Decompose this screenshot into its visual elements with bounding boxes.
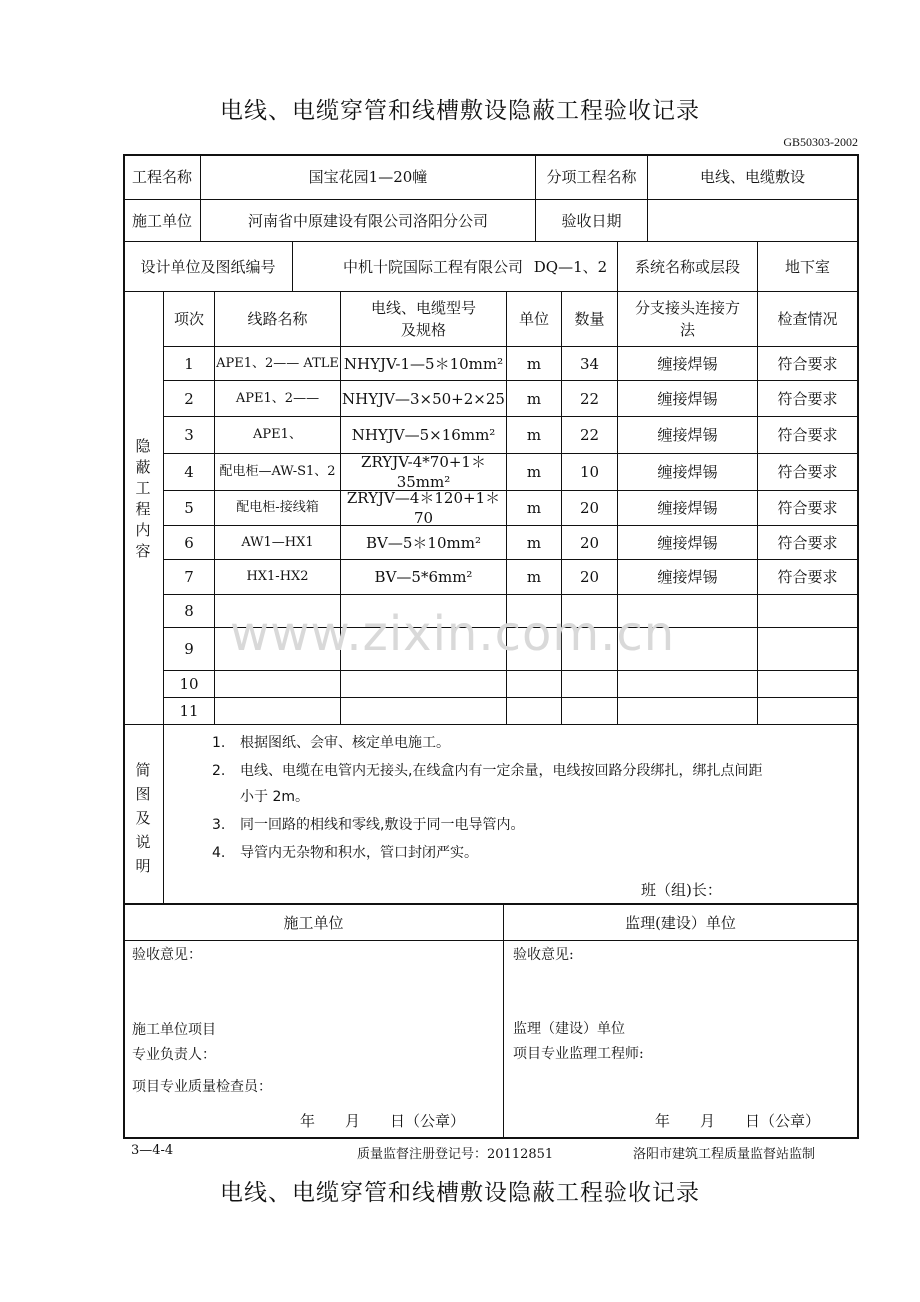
cell-no: 8 xyxy=(184,602,194,620)
cell-model: NHYJV—5×16mm² xyxy=(351,426,496,444)
contractor-value: 河南省中原建设有限公司洛阳分公司 xyxy=(247,211,488,230)
cell-qty: 10 xyxy=(579,463,600,481)
cell-method xyxy=(618,671,757,697)
cell-check: 符合要求 xyxy=(777,568,838,586)
cell-model: ZRYJV-4*70+1＊35mm² xyxy=(361,454,486,490)
notes-list xyxy=(212,732,857,864)
acceptance-date-label: 验收日期 xyxy=(561,211,622,230)
cell-model: BV—5*6mm² xyxy=(374,568,473,586)
cell-line: HX1-HX2 xyxy=(246,569,309,584)
repeat-title: 电线、电缆穿管和线槽敷设隐蔽工程验收记录 xyxy=(220,1180,700,1206)
cell-check xyxy=(758,595,857,627)
cell-qty: 34 xyxy=(579,354,600,373)
cell-method: 缠接焊锡 xyxy=(657,426,718,444)
cell-unit xyxy=(507,671,561,697)
quality-inspector-label: 项目专业质量检查员： xyxy=(132,1079,272,1095)
document-title: 电线、电缆穿管和线槽敷设隐蔽工程验收记录 xyxy=(220,98,700,124)
system-value: 地下室 xyxy=(784,257,830,276)
col-header-model: 电线、电缆型号 及规格 xyxy=(370,299,476,339)
cell-model xyxy=(341,698,506,724)
cell-check: 符合要求 xyxy=(777,426,838,444)
cell-model xyxy=(341,671,506,697)
note-item-3 xyxy=(212,814,857,836)
note-number: 2. xyxy=(212,763,226,779)
cell-check: 符合要求 xyxy=(777,533,838,552)
team-leader-label: 班（组)长： xyxy=(641,881,722,899)
cell-line xyxy=(215,671,340,697)
contractor-lead-label: 专业负责人： xyxy=(132,1047,216,1063)
design-unit-label: 设计单位及图纸编号 xyxy=(140,257,276,276)
col-header-method: 分支接头连接方法 xyxy=(634,299,740,339)
registration-number: 质量监督注册登记号：20112851 xyxy=(357,1147,554,1162)
col-header-line: 线路名称 xyxy=(247,310,308,328)
cell-qty xyxy=(562,698,617,724)
project-name-label: 工程名称 xyxy=(131,168,192,186)
contractor-project-label: 施工单位项目 xyxy=(132,1022,216,1038)
cell-check xyxy=(758,628,857,670)
supervisor-opinion-label: 验收意见: xyxy=(513,947,574,963)
sub-project-label: 分项工程名称 xyxy=(546,168,637,186)
contractor-opinion-label: 验收意见： xyxy=(132,947,202,963)
note-text: 导管内无杂物和积水，管口封闭严实。 xyxy=(240,845,478,861)
col-header-qty: 数量 xyxy=(574,310,605,328)
note-text: 小于 2m。 xyxy=(240,789,309,805)
note-number: 3. xyxy=(212,817,226,833)
cell-model: BV—5＊10mm² xyxy=(366,533,481,552)
cell-method: 缠接焊锡 xyxy=(657,499,718,517)
sub-project-value: 电线、电缆敷设 xyxy=(699,168,805,186)
cell-no: 11 xyxy=(179,702,199,720)
cell-qty: 22 xyxy=(579,389,600,408)
note-text: 电线、电缆在电管内无接头,在线盒内有一定余量，电线按回路分段绑扎，绑扎点间距 xyxy=(240,763,763,779)
note-item-2-cont xyxy=(212,786,857,808)
design-unit-value: 中机十院国际工程有限公司 xyxy=(342,257,523,276)
supervisor-header: 监理(建设）单位 xyxy=(625,913,736,932)
project-name-value: 国宝花园1—20幢 xyxy=(308,168,428,186)
note-item-4 xyxy=(212,842,857,864)
cell-no: 3 xyxy=(184,426,194,444)
col-header-unit: 单位 xyxy=(518,310,549,328)
note-text: 同一回路的相线和零线,敷设于同一电导管内。 xyxy=(240,817,525,833)
cell-unit: m xyxy=(526,389,542,408)
cell-unit: m xyxy=(526,499,542,517)
cell-qty: 20 xyxy=(579,533,600,552)
cell-check: 符合要求 xyxy=(777,354,838,373)
cell-no: 7 xyxy=(184,568,194,586)
note-item-2 xyxy=(212,760,857,782)
cell-line: APE1、 xyxy=(253,427,302,442)
supervisor-engineer-label: 项目专业监理工程师: xyxy=(513,1046,644,1062)
cell-line: 配电柜—AW-S1、2 xyxy=(219,464,336,479)
contractor-label: 施工单位 xyxy=(131,211,192,230)
cell-unit: m xyxy=(526,463,542,481)
cell-no: 9 xyxy=(184,640,194,658)
cell-no: 6 xyxy=(184,533,194,552)
notes-section-label: 简 图 及 说 明 xyxy=(135,761,151,875)
form-number: 3—4-4 xyxy=(131,1143,174,1158)
cell-no: 2 xyxy=(184,389,194,408)
cell-method: 缠接焊锡 xyxy=(657,354,718,373)
cell-method: 缠接焊锡 xyxy=(657,389,718,408)
cell-no: 5 xyxy=(184,499,194,517)
cell-model: ZRYJV—4＊120+1＊70 xyxy=(346,491,501,525)
cell-line xyxy=(215,698,340,724)
note-number: 1. xyxy=(212,735,226,751)
cell-unit: m xyxy=(526,568,542,586)
cell-no: 4 xyxy=(184,463,194,481)
watermark: www.zixin.com.cn xyxy=(230,606,676,662)
cell-no: 10 xyxy=(179,675,199,693)
cell-check: 符合要求 xyxy=(777,499,838,517)
cell-qty xyxy=(562,671,617,697)
cell-unit xyxy=(507,698,561,724)
cell-qty: 20 xyxy=(579,499,600,517)
contractor-header: 施工单位 xyxy=(283,913,344,932)
supervisor-date-stamp: 年 月 日（公章） xyxy=(655,1112,821,1130)
supervisor-unit-label: 监理（建设）单位 xyxy=(513,1021,625,1037)
col-header-check: 检查情况 xyxy=(777,310,838,328)
col-header-no: 项次 xyxy=(173,310,204,328)
cell-line: AW1—HX1 xyxy=(241,534,314,550)
cell-method: 缠接焊锡 xyxy=(657,568,718,586)
note-text: 根据图纸、会审、核定单电施工。 xyxy=(240,735,450,751)
standard-code: GB50303-2002 xyxy=(783,135,858,149)
cell-line: APE1、2—— xyxy=(235,390,320,406)
contractor-date-stamp: 年 月 日（公章） xyxy=(300,1112,466,1130)
drawing-number: DQ—1、2 xyxy=(533,257,608,276)
cell-model: NHYJV—3×50+2×25 xyxy=(342,389,505,408)
system-label: 系统名称或层段 xyxy=(634,257,740,276)
cell-check: 符合要求 xyxy=(777,463,838,481)
cell-unit: m xyxy=(526,426,542,444)
cell-model: NHYJV-1—5＊10mm² xyxy=(343,354,504,373)
cell-check xyxy=(758,671,857,697)
cell-check xyxy=(758,698,857,724)
acceptance-date-value xyxy=(648,200,857,241)
cell-unit: m xyxy=(526,354,542,373)
cell-method: 缠接焊锡 xyxy=(657,463,718,481)
cell-no: 1 xyxy=(184,354,194,373)
hidden-works-section-label: 隐 蔽 工 程 内 容 xyxy=(135,437,151,560)
cell-line: APE1、2—— ATLE xyxy=(216,355,339,371)
note-item-1 xyxy=(212,732,857,754)
cell-check: 符合要求 xyxy=(777,389,838,408)
supervising-station: 洛阳市建筑工程质量监督站监制 xyxy=(633,1147,816,1162)
note-number: 4. xyxy=(212,845,226,861)
cell-method: 缠接焊锡 xyxy=(657,533,718,552)
cell-line: 配电柜-接线箱 xyxy=(236,500,319,515)
cell-method xyxy=(618,698,757,724)
cell-qty: 22 xyxy=(579,426,600,444)
cell-qty: 20 xyxy=(579,568,600,586)
cell-unit: m xyxy=(526,533,542,552)
